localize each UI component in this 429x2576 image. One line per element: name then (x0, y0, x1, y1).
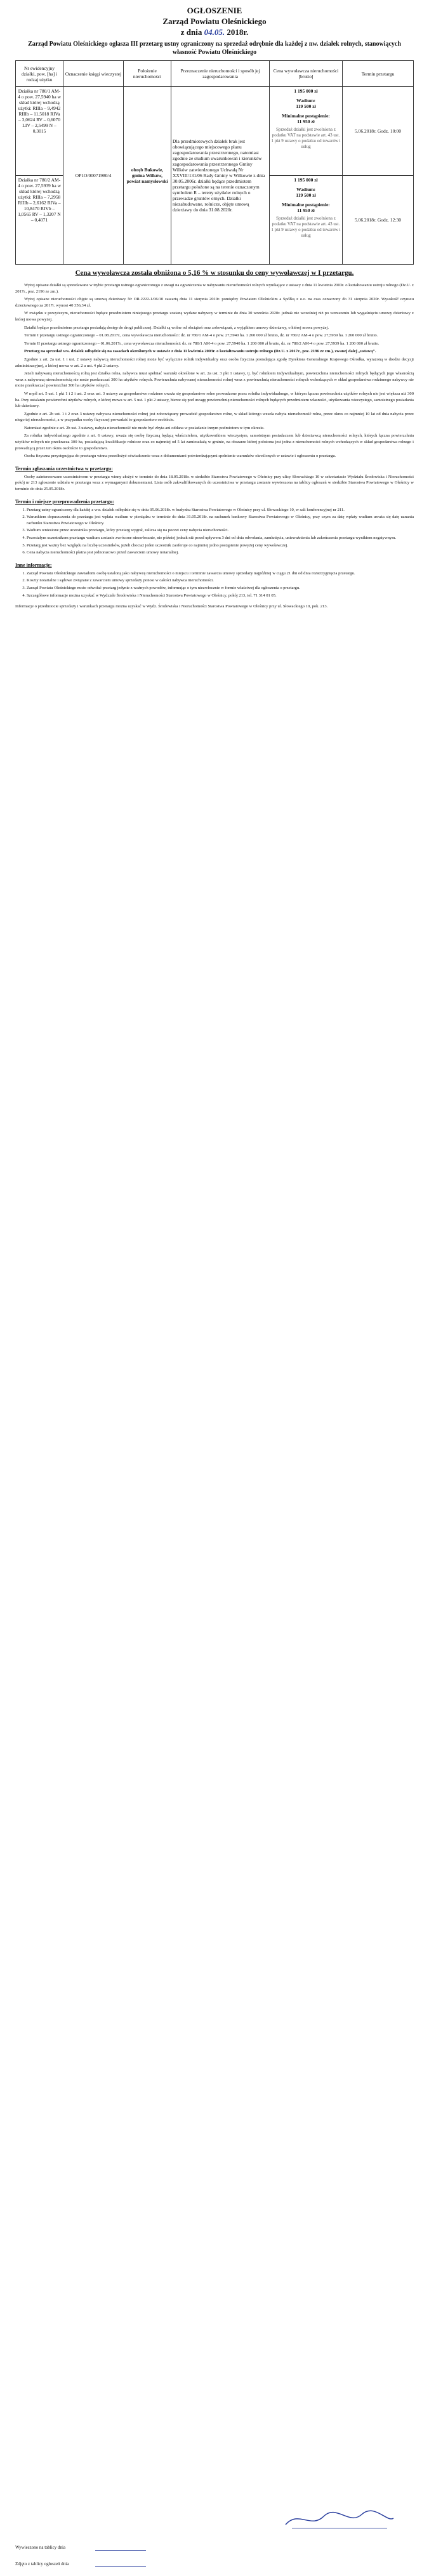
paragraph: W myśl art. 5 ust. 1 pkt 1 i 2 i ust. 2 oraz ust. 3 ustawy za gospodarstwo rodzinne uważa się gospodarstwo rolne prowadzone przez rolnika indywidualnego, w którym łączna powierzchnia użytków rolnych nie jest większa niż 300 ha. Przy ustalaniu powierzchni użytków rolnych, z której mowa w art. 5 ust. 1 pkt 2 ustawy, bierze się pod uwagę powierzchnię nieruchomości rolnych będących przedmiotem własności, użytkowania wieczystego, samoistnego posiadania lub dzierżawy. (15, 391, 414, 409)
body-text (15, 282, 414, 459)
paragraph: W związku z powyższym, nieruchomości będące przedmiotem niniejszego przetargu zostaną wydane nabywcy w terminie do dnia 30 września 2020r. jednak nie wcześniej niż po wzruszeniu lub wygaśnięciu umowy dzierżawy z której mowa powyżej. (15, 311, 414, 322)
list-item: 3. Zarząd Powiatu Oleśnickiego może odwołać przetarg jedynie z ważnych powodów, informując o tym niezwłocznie w formie właściwej dla ogłoszenia o przetargu. (27, 585, 414, 591)
info-heading: Inne informacje: (15, 562, 52, 568)
info-list (20, 571, 414, 598)
posted-line: Wywieszono na tablicy dnia (15, 2545, 66, 2550)
paragraph: Działki będące przedmiotem przetargu posiadają dostęp do drogi publicznej. Działki są wolne od obciążeń oraz zobowiązań, z wyjątkiem umowy dzierżawy, o której mowa powyżej. (24, 325, 329, 330)
paragraph: Wyżej opisane nieruchomości objęte są umową dzierżawy Nr OR.2222-1/06/10 zawartą dnia 11 sierpnia 2010r. pomiędzy Powiatem Oleśnickim a Spółką z o.o. na czas oznaczony do 31 sierpnia 2020r. Wysokość czynszu dzierżawnego za 2017r. wynosi 40 356,34 zł. (15, 297, 414, 308)
deposit-bottom: 119 500 zł (296, 192, 316, 198)
col-header-location: Położenie nieruchomości (124, 61, 171, 87)
term-top: 5.06.2018r. Godz. 10:00 (343, 87, 414, 176)
announcement-header (15, 5, 414, 37)
terms-list (20, 507, 414, 556)
land-register-number: OP1O/00071980/4 (63, 87, 124, 265)
intro-text: Zarząd Powiatu Oleśnickiego ogłasza III przetarg ustny ograniczony na sprzedaż odrębnie dla każdej z nw. działek rolnych, stanowiących własność Powiatu Oleśnickiego (28, 41, 401, 56)
price-reduction-note: Cena wywoławcza została obniżona o 5,16 % w stosunku do ceny wywoławczej w I przetargu. (75, 269, 354, 277)
vat-note-bottom: Sprzedaż działki jest zwolniona z podatku VAT na podstawie art. 43 ust. 1 pkt 9 ustawy o podatku od towarów i usług (271, 216, 341, 238)
list-item: 2. Warunkiem dopuszczenia do przetargu jest wpłata wadium w pieniądzu w terminie do dnia 31.05.2018r. na rachunek bankowy Starostwa Powiatowego w Oleśnicy, przy czym za datę wpłaty wadium uważa się datę uznania rachunku Starostwa Powiatowego w Oleśnicy. (27, 514, 414, 526)
paragraph: Jeżeli nabywaną nieruchomością rolną jest działka rolna, nabywca musi spełniać warunki określone w art. 2a ust. 3 pkt 1 ustawy, tj. być rolnikiem indywidualnym, powierzchnia nieruchomości rolnych będących jego własnością wraz z nabywaną nieruchomością nie może przekraczać 300 ha użytków rolnych. Powierzchnia nabywanej nieruchomości rolnej wraz z powierzchnią nieruchomości rolnych wchodzących w skład gospodarstwa rodzinnego nabywcy nie może przekraczać powierzchni 300 ha użytków rolnych. (15, 371, 414, 388)
organization-name: Zarząd Powiatu Oleśnickiego (162, 17, 267, 26)
paragraph: Osoba fizyczna przystępująca do przetargu winna przedłożyć oświadczenie wraz z dokumentami potwierdzającymi spełnienie warunków określonych w ustawie i ogłoszeniu o przetargu. (24, 454, 336, 459)
handwritten-date: 04.05. (204, 27, 225, 37)
col-header-kw: Oznaczenie księgi wieczystej (63, 61, 124, 87)
table-row (16, 87, 414, 176)
plot-780-2: Działka nr 780/2 AM-4 o pow. 27,5939 ha w skład której wchodzą użytki: RIIIa – 7,2958 RIIIb – 2,6162 RIVa – 10,8470 RIVb – 1,0565 RV – 1,3207 N – 0,4071 (16, 176, 63, 265)
purpose: Dla przedmiotowych działek brak jest obowiązującego miejscowego planu zagospodarowania przestrzennego, natomiast zgodnie ze studium uwarunkowań i kierunków zagospodarowania przestrzennego Gminy Wilków zatwierdzonego Uchwałą Nr XXVIII/131/06 Rady Gminy w Wilkowie z dnia 30.05.2006r. działki będące przedmiotem przetargu położone są na terenie oznaczonym symbolem R – tereny użytków rolnych o przewadze gruntów ornych. Działki niezabudowane, rolnicze, objęte umową dzierżawy do dnia 31.08.2020r. (171, 87, 270, 265)
paragraph: Przetarg na sprzedaż ww. działek odbędzie się na zasadach określonych w ustawie z dnia 11 kwietnia 2003r. o kształtowaniu ustroju rolnego (Dz.U. z 2017r., poz. 2196 ze zm.), zwanej dalej „ustawą”. (24, 349, 376, 354)
vat-note-top: Sprzedaż działki jest zwolniona z podatku VAT na podstawie art. 43 ust. 1 pkt 9 ustawy o podatku od towarów i usług (271, 127, 341, 149)
price-top: 1 195 000 zł (294, 88, 318, 94)
term-bottom: 5.06.2018r. Godz. 12:30 (343, 176, 414, 265)
paragraph: Za rolnika indywidualnego zgodnie z art. 6 ustawy, uważa się osobę fizyczną będącą właścicielem, użytkownikiem wieczystym, samoistnym posiadaczem lub dzierżawcą nieruchomości rolnych, których łączna powierzchnia użytków rolnych nie przekracza 300 ha, posiadającą kwalifikacje rolnicze oraz co najmniej od 5 lat zamieszkałą w gminie, na obszarze której położona jest jedna z nieruchomości rolnych wchodzących w skład gospodarstwa rolnego i prowadzącą przez ten okres osobiście to gospodarstwo. (15, 433, 414, 451)
registration-heading: Termin zgłaszania uczestnictwa w przetargu: (15, 465, 113, 472)
step-top: 11 950 zł (297, 119, 315, 124)
location: obręb Bukowie, gmina Wilków, powiat namysłowski (124, 87, 171, 265)
list-item: 4. Szczegółowe informacje można uzyskać w Wydziale Środowiska i Nieruchomości Starostwa Powiatowego w Oleśnicy, pokój 213, tel. 71 314 01 05. (27, 593, 414, 599)
registration-text: Osoby zainteresowane uczestnictwem w przetargu winny złożyć w terminie do dnia 18.05.2018r. w siedzibie Starostwa Powiatowego w Oleśnicy przy ulicy Słowackiego 10 w sekretariacie Wydziału Środowiska i Nieruchomości pokój nr 213 zgłoszenie udziału w przetargu wraz z wymaganymi dokumentami. Lista osób zakwalifikowanych do uczestnictwa w przetargu zostanie wywieszona na tablicy ogłoszeń w siedzibie Starostwa Powiatowego w Oleśnicy w terminie do dnia 25.05.2018r. (15, 474, 414, 492)
list-item: 5. Przetarg jest ważny bez względu na liczbę uczestników, jeżeli chociaż jeden uczestnik zaoferuje co najmniej jedno postąpienie powyżej ceny wywoławczej. (27, 543, 414, 549)
list-item: 1. Przetarg ustny ograniczony dla każdej z ww. działek odbędzie się w dniu 05.06.2018r. w budynku Starostwa Powiatowego w Oleśnicy przy ul. Słowackiego 10, w sali konferencyjnej nr 211. (27, 507, 414, 513)
signature-stamp (279, 2507, 400, 2532)
announcement-page (15, 5, 414, 612)
removed-line: Zdjęto z tablicy ogłoszeń dnia (15, 2561, 69, 2566)
col-header-plot: Nr ewidencyjny działki, pow. [ha] i rodzaj użytku (16, 61, 63, 87)
price-cell-bottom: 1 195 000 zł Wadium: 119 500 zł Minimalne postąpienie: 11 950 zł Sprzedaż działki jest zwolniona z podatku VAT na podstawie art. 43 ust. 1 pkt 9 ustawy o podatku od towarów i usług (270, 176, 343, 265)
removed-signature-line (95, 2566, 146, 2567)
terms-heading: Termin i miejsce przeprowadzenia przetargu: (15, 498, 114, 505)
list-item: 6. Cena nabycia nieruchomości płatna jest jednorazowo przed zawarciem umowy notarialnej. (27, 550, 414, 556)
announcement-title: OGŁOSZENIE (187, 6, 242, 15)
announcement-date: z dnia 04.05. 2018r. (180, 27, 249, 37)
deposit-top: 119 500 zł (296, 103, 316, 109)
table-header-row (16, 61, 414, 87)
paragraph: Zgodnie z art. 2a ust. 1 i ust. 2 ustawy nabywcą nieruchomości rolnej może być wyłącznie rolnik indywidualny oraz osoba fizyczna posiadająca zgodę Dyrektora Generalnego Krajowego Ośrodka, wyrażoną w drodze decyzji administracyjnej, z której mowa w art. 2 a ust. 4 pkt 2 ustawy. (15, 357, 414, 368)
paragraph: Termin I przetargu ustnego ograniczonego – 01.08.2017r., cena wywoławcza nieruchomości: dz. nr 780/1 AM-4 o pow. 27,5940 ha. 1 260 000 zł brutto, dz. nr 780/2 AM-4 o pow. 27,5939 ha. 1 260 000 zł brutto. (24, 333, 378, 338)
step-bottom: 11 950 zł (297, 208, 315, 213)
paragraph: Zgodnie z art. 2b ust. 1 i 2 oraz 3 ustawy nabywca nieruchomości rolnej jest zobowiązany prowadzić gospodarstwo rolne, w skład którego weszła nabyta nieruchomość rolna, przez okres co najmniej 10 lat od dnia nabycia przez niego tej nieruchomości, a w przypadku osoby fizycznej prowadzić to gospodarstwo osobiście. (15, 411, 414, 423)
paragraph: Natomiast zgodnie z art. 2b ust. 3 ustawy, nabyta nieruchomość nie może być zbyta ani oddana w posiadanie innym podmiotom w tym okresie. (24, 425, 265, 430)
plot-780-1: Działka nr 780/1 AM-4 o pow. 27,5940 ha w skład której wchodzą użytki: RIIIa – 9,4942 RIIIb – 11,5018 RIVa – 3,0624 RV – 0,6070 LIV – 2,5499 N – 0,3015 (16, 87, 63, 176)
paragraph: Termin II przetargu ustnego ograniczonego – 01.06.2017r., cena wywoławcza nieruchomości: dz. nr 780/1 AM-4 o pow. 27,5940 ha. 1 200 000 zł brutto, dz. nr 780/2 AM-4 o pow. 27,5939 ha. 1 200 000 zł brutto. (24, 341, 380, 346)
col-header-term: Termin przetargu (343, 61, 414, 87)
paragraph: Wyżej opisane działki są sprzedawane w trybie przetargu ustnego ograniczonego z uwagi na ograniczenia w nabywaniu nieruchomości rolnych wynikające z ustawy z dnia 11 kwietnia 2003r. o kształtowaniu ustroju rolnego (Dz.U. z 2017r., poz. 2196 ze zm.). (15, 283, 414, 294)
list-item: 1. Zarząd Powiatu Oleśnickiego zawiadomi osobę ustaloną jako nabywcę nieruchomości o miejscu i terminie zawarcia umowy sprzedaży najpóźniej w ciągu 21 dni od dnia rozstrzygnięcia przetargu. (27, 571, 414, 577)
list-item: 3. Wadium wniesione przez uczestnika przetargu, który przetarg wygrał, zalicza się na poczet ceny nabycia nieruchomości. (27, 527, 414, 534)
signature-icon (279, 2507, 400, 2532)
price-cell-top: 1 195 000 zł Wadium: 119 500 zł Minimalne postąpienie: 11 950 zł Sprzedaż działki jest zwolniona z podatku VAT na podstawie art. 43 ust. 1 pkt 9 ustawy o podatku od towarów i usług (270, 87, 343, 176)
list-item: 2. Koszty notarialne i sądowe związane z zawarciem umowy sprzedaży ponosi w całości nabywca nieruchomości. (27, 578, 414, 584)
footer-info: Informacje o przedmiocie sprzedaży i warunkach przetargu można uzyskać w Wydz. Środowiska i Nieruchomości Starostwa Powiatowego w Oleśnicy przy ul. Słowackiego 10, pok. 213. (15, 604, 328, 609)
col-header-price: Cena wywoławcza nieruchomości [brutto] (270, 61, 343, 87)
posted-signature-line (95, 2550, 146, 2551)
price-bottom: 1 195 000 zł (294, 177, 318, 183)
property-table (15, 60, 414, 265)
col-header-purpose: Przeznaczenie nieruchomości i sposób jej zagospodarowania (171, 61, 270, 87)
list-item: 4. Pozostałym uczestnikom przetargu wadium zostanie zwrócone niezwłocznie, nie później jednak niż przed upływem 3 dni od dnia odwołania, zamknięcia, unieważnienia lub zakończenia przetargu wynikiem negatywnym. (27, 535, 414, 541)
